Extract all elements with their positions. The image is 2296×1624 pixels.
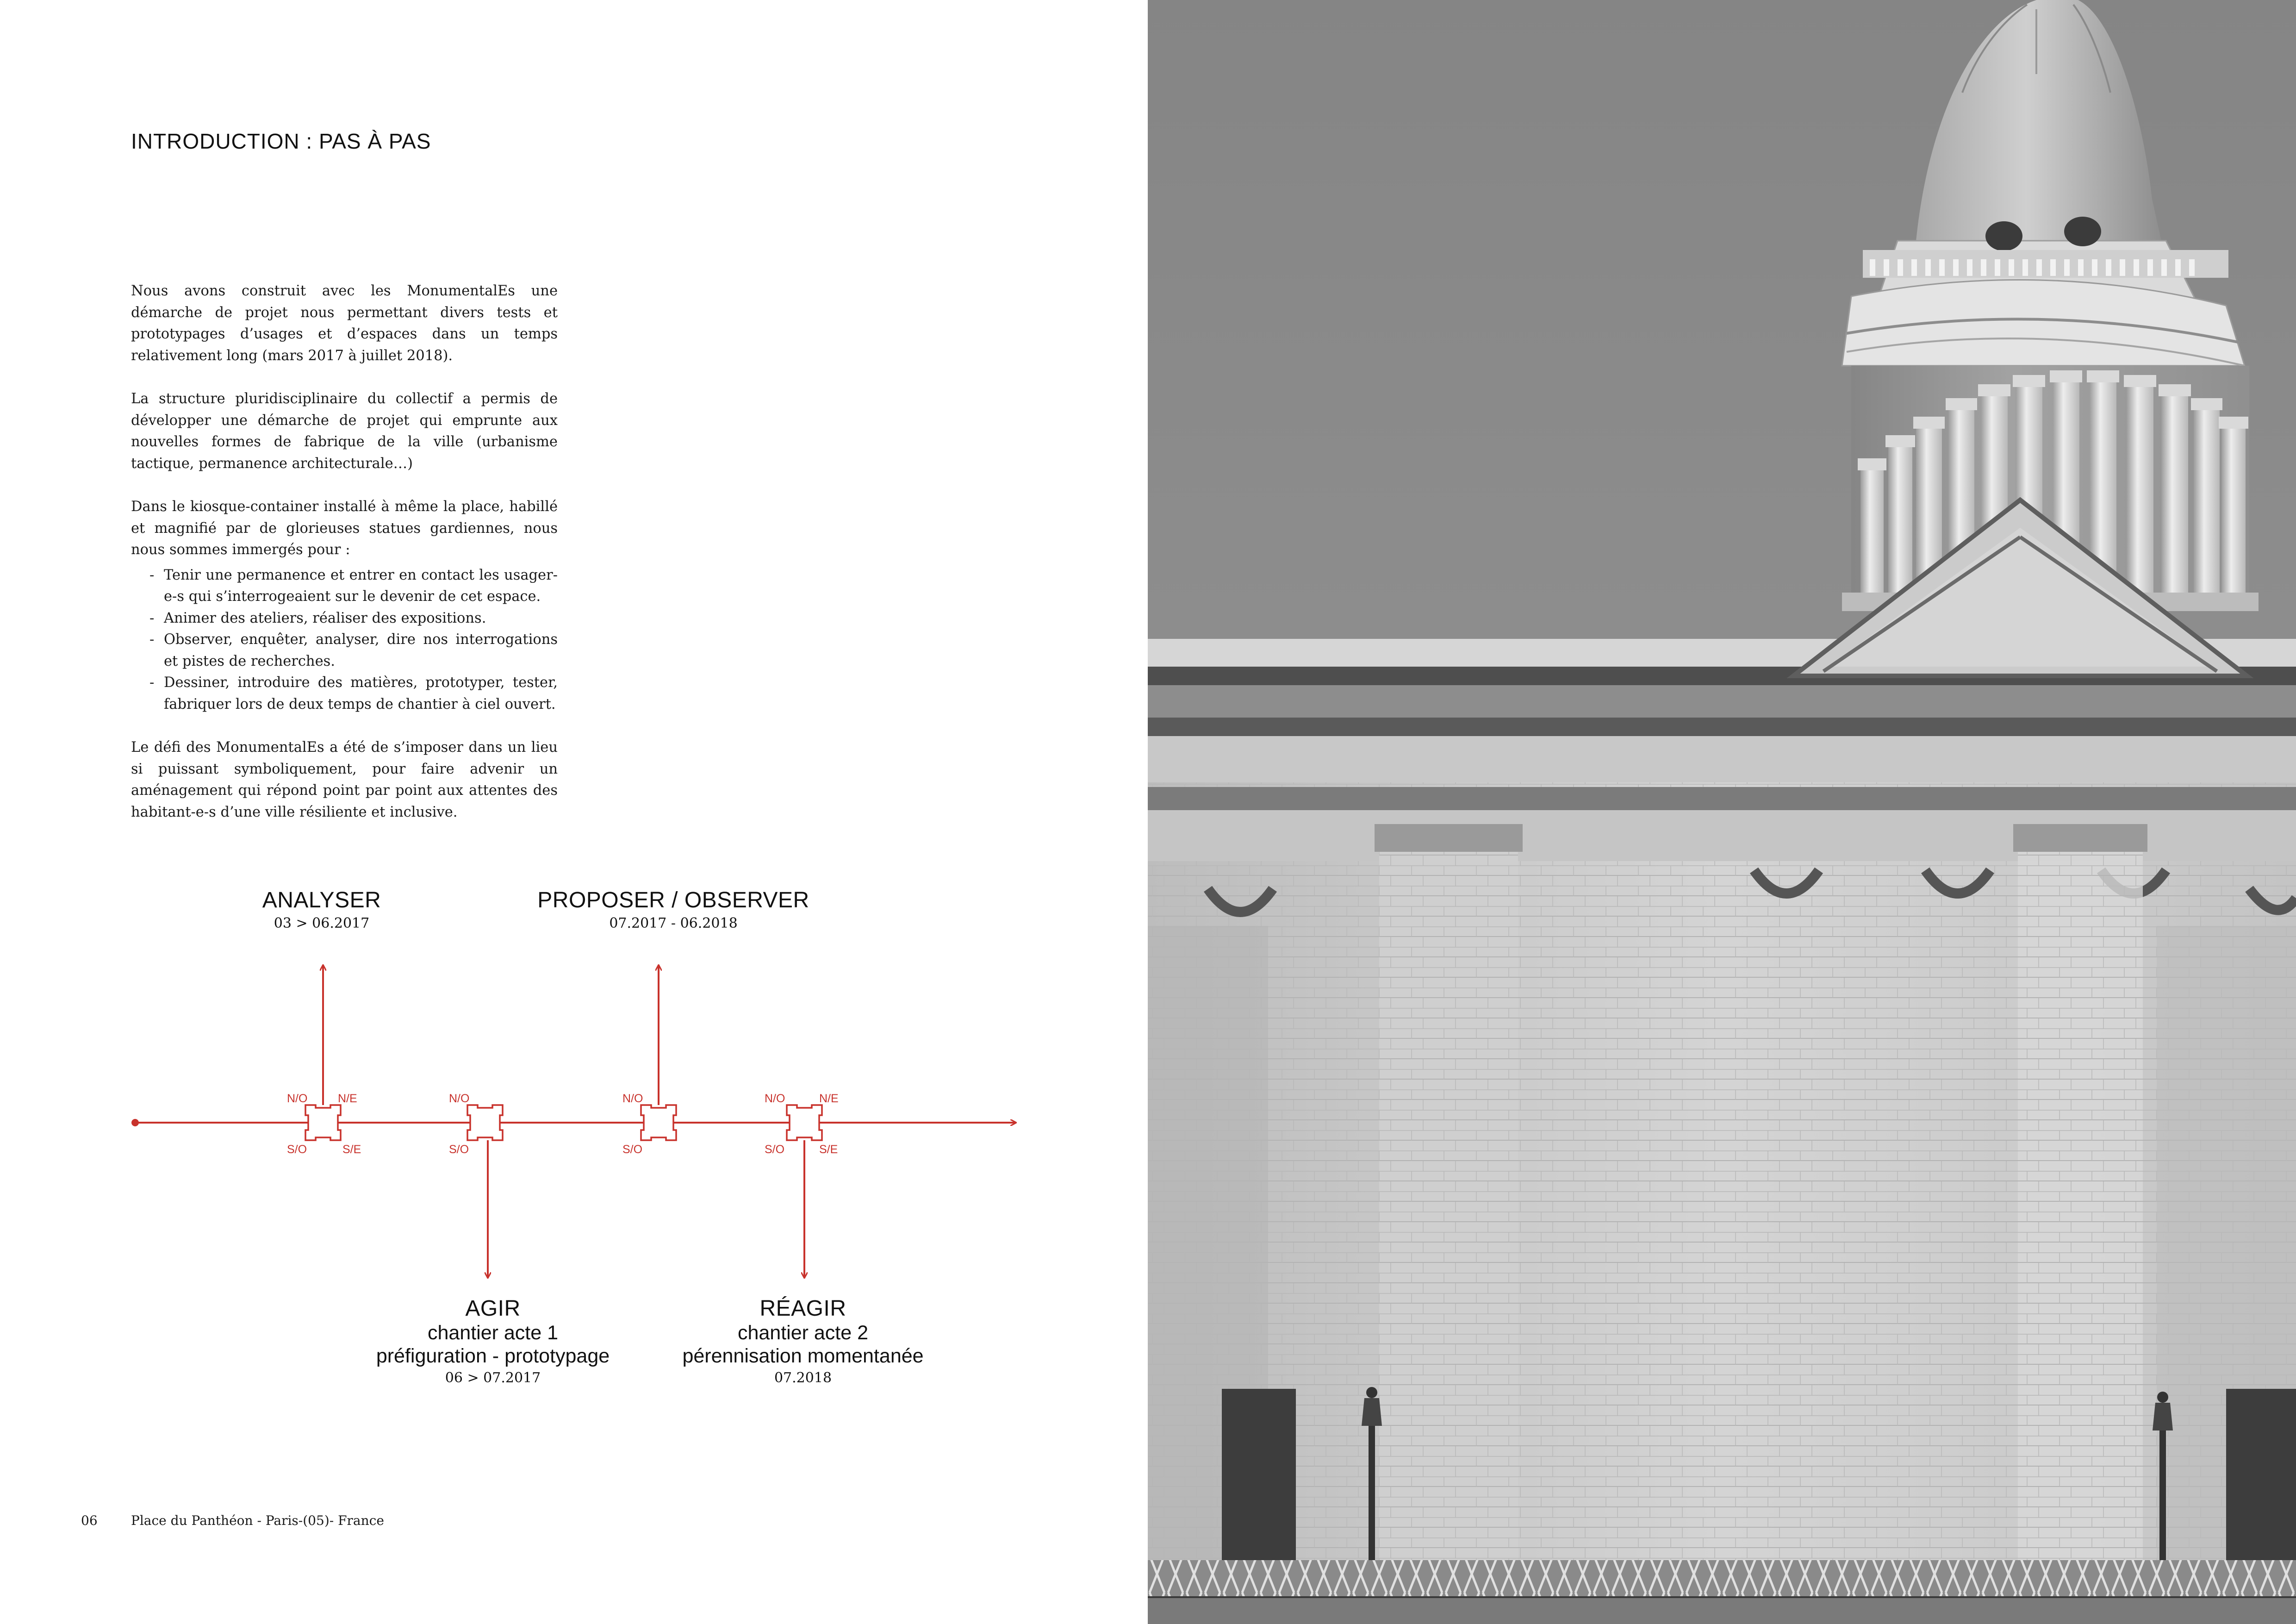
marker-label-sw: S/O [287, 1143, 307, 1156]
marker-label-se: S/E [342, 1143, 361, 1156]
paragraph: Dans le kiosque-container installé à même la place, habillé et magnifié par de glorieuses statues gardiennes, nous nous sommes immergés pour : [131, 499, 558, 558]
marker-label-nw: N/O [622, 1092, 643, 1105]
railing [1148, 1560, 2296, 1597]
list-item: - Tenir une permanence et entrer en contact les usager-e-s qui s’interrogeaient sur le devenir de cet espace. [149, 567, 558, 605]
marker-label-sw: S/O [449, 1143, 469, 1156]
cross-marker-4 [765, 1092, 839, 1156]
list-item: - Animer des ateliers, réaliser des expositions. [149, 610, 486, 626]
phase-reagir [641, 1296, 965, 1389]
doorway [2226, 1389, 2296, 1574]
phase-subtitle: chantier acte 1 [427, 1322, 559, 1344]
phase-subtitle: chantier acte 2 [737, 1322, 869, 1344]
phase-date: 03 > 06.2017 [274, 915, 370, 931]
activity-list [131, 565, 558, 716]
marker-label-se: S/E [819, 1143, 838, 1156]
pantheon-photo [1148, 0, 2296, 1624]
phase-subtitle: pérennisation momentanée [682, 1345, 924, 1367]
paragraph: Nous avons construit avec les MonumentalEs une démarche de projet nous permettant divers tests et prototypages d’usages et d’espaces dans un temps relativement long (mars 2017 à juillet 2018). [131, 283, 558, 364]
marker-label-nw: N/O [765, 1092, 785, 1105]
timeline [131, 1119, 1016, 1126]
cross-marker-1 [287, 1092, 361, 1156]
list-item: - Observer, enquêter, analyser, dire nos interrogations et pistes de recherches. [149, 631, 558, 669]
phase-subtitle: préfiguration - prototypage [376, 1345, 610, 1367]
marker-label-ne: N/E [819, 1092, 839, 1105]
footer-location: Place du Panthéon - Paris-(05)- France [131, 1513, 384, 1528]
marker-label-sw: S/O [622, 1143, 643, 1156]
cross-marker-3 [622, 1092, 676, 1156]
paragraph: La structure pluridisciplinaire du collectif a permis de développer une démarche de projet qui emprunte aux nouvelles formes de fabrique de la ville (urbanisme tactique, permanence architecturale…) [131, 391, 558, 472]
marker-label-ne: N/E [338, 1092, 357, 1105]
body-text [131, 281, 558, 845]
marker-label-nw: N/O [287, 1092, 308, 1105]
section-title: INTRODUCTION : PAS À PAS [131, 129, 431, 153]
phase-date: 06 > 07.2017 [445, 1370, 541, 1386]
phase-analyser [229, 888, 414, 934]
phase-date: 07.2018 [774, 1370, 832, 1386]
list-item: - Dessiner, introduire des matières, prototyper, tester, fabriquer lors de deux temps de chantier à ciel ouvert. [149, 675, 558, 712]
phase-name: RÉAGIR [759, 1296, 846, 1321]
phase-name: AGIR [465, 1296, 521, 1321]
facade [1148, 500, 2296, 1624]
phase-name: ANALYSER [262, 888, 381, 912]
marker-label-nw: N/O [449, 1092, 470, 1105]
phase-proposer [500, 888, 847, 934]
timeline-start-dot [131, 1119, 139, 1126]
marker-label-sw: S/O [765, 1143, 785, 1156]
phase-agir [331, 1296, 655, 1389]
page-number: 06 [81, 1513, 98, 1528]
cross-marker-2 [449, 1092, 503, 1156]
fence-base [1148, 1597, 2296, 1624]
paragraph: Le défi des MonumentalEs a été de s’imposer dans un lieu si puissant symboliquement, pour faire advenir un aménagement qui répond point par point aux attentes des habitant-e-s d’une ville résiliente et inclusive. [131, 739, 558, 820]
phase-name: PROPOSER / OBSERVER [537, 888, 809, 912]
phase-date: 07.2017 - 06.2018 [609, 915, 738, 931]
doorway [1222, 1389, 1296, 1574]
